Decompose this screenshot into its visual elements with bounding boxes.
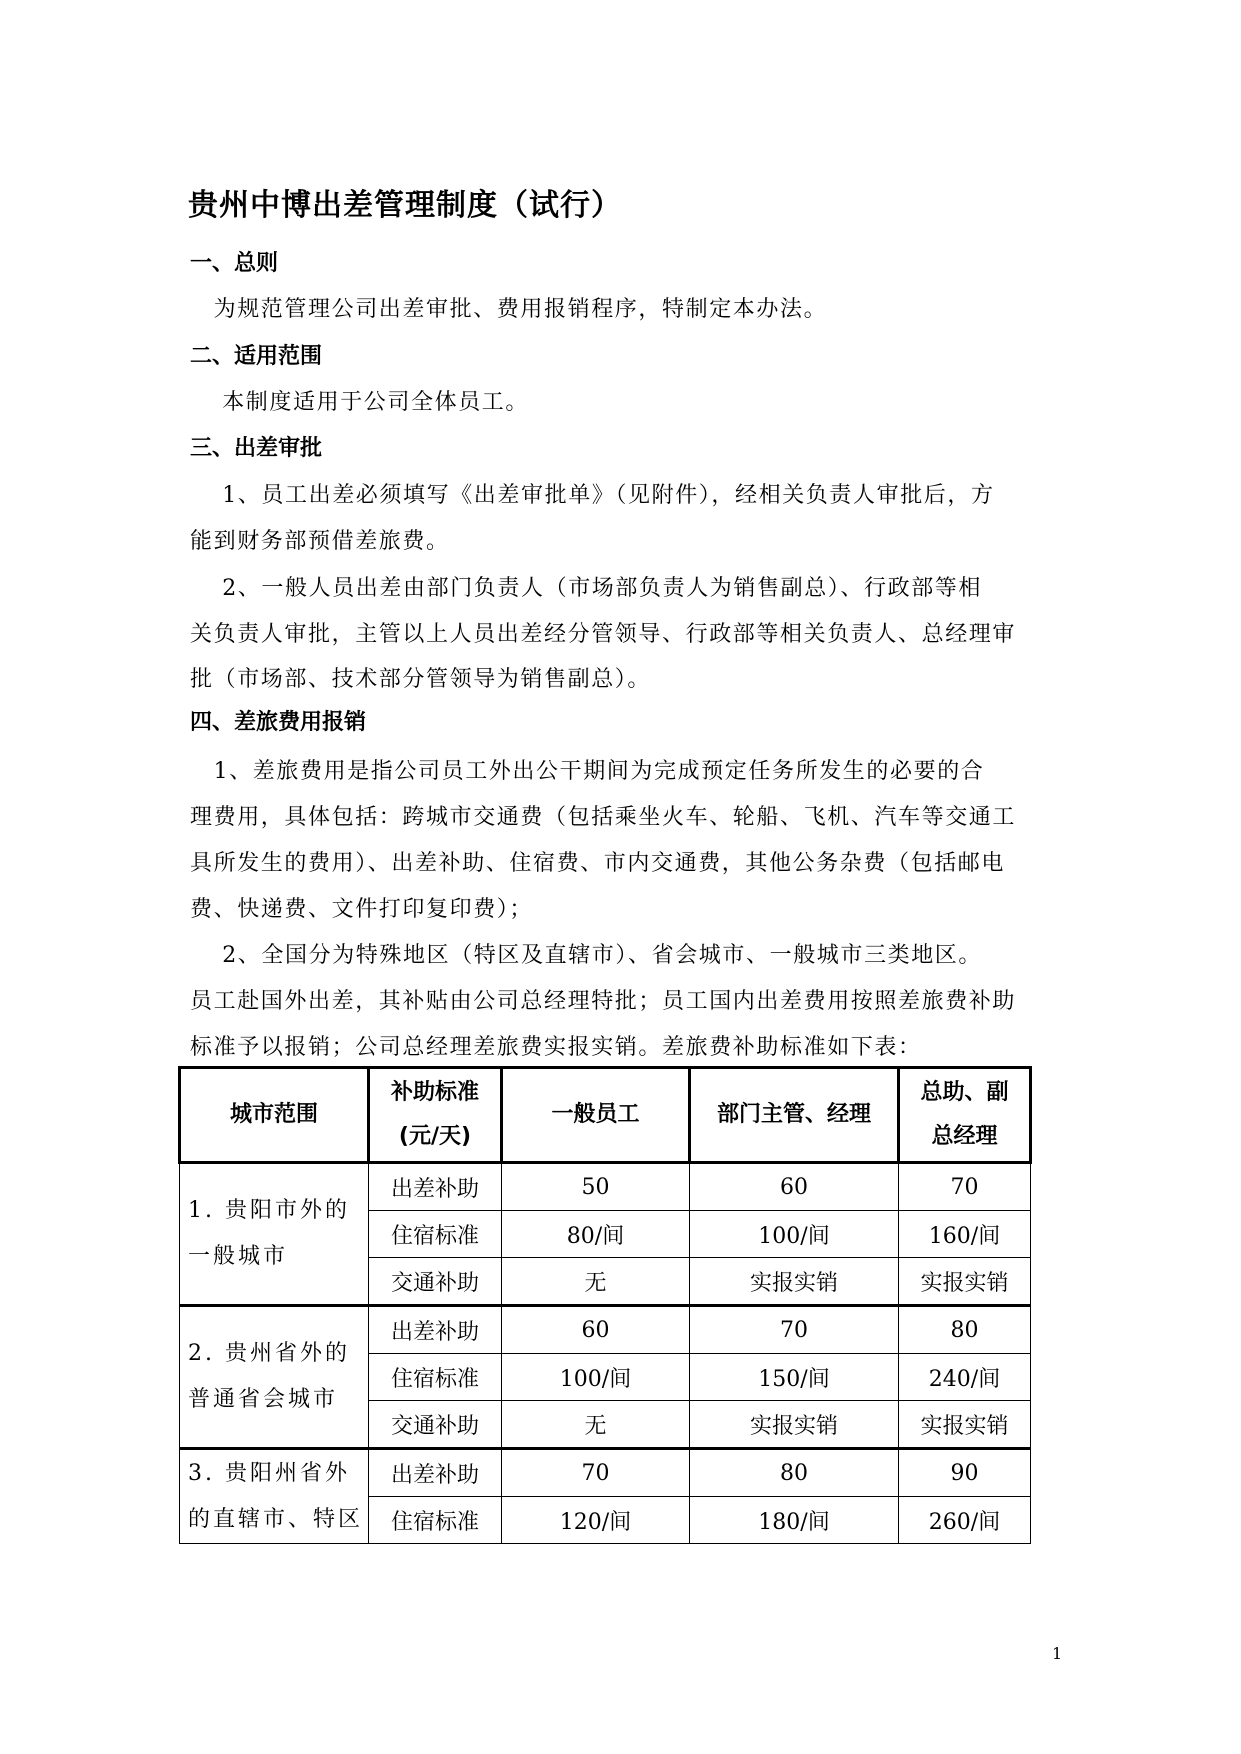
header-city-range: 城市范围 [180, 1068, 369, 1163]
allowance-value-cell: 240/间 [899, 1354, 1031, 1401]
allowance-value-cell: 70 [502, 1449, 690, 1497]
paragraph-line: 费、快递费、文件打印复印费）； [190, 897, 534, 922]
paragraph-line: 批（市场部、技术部分管领导为销售副总）。 [190, 667, 652, 692]
allowance-value-cell: 实报实销 [899, 1258, 1031, 1306]
paragraph-line: 2、一般人员出差由部门负责人（市场部负责人为销售副总）、行政部等相 [190, 576, 982, 601]
allowance-value-cell: 80 [899, 1306, 1031, 1354]
paragraph-line: 能到财务部预借差旅费。 [190, 529, 450, 554]
header-standard [369, 1068, 502, 1163]
header-line: 补助标准 [390, 1080, 479, 1105]
allowance-type-cell: 出差补助 [369, 1449, 502, 1497]
section-heading: 四、差旅费用报销 [190, 710, 367, 735]
city-range-cell [180, 1449, 369, 1544]
city-range-line: 2. 贵州省外的 [188, 1341, 350, 1366]
header-gm [899, 1068, 1031, 1163]
allowance-value-cell: 80 [690, 1449, 899, 1497]
allowance-value-cell: 160/间 [899, 1211, 1031, 1258]
header-general-staff: 一般员工 [502, 1068, 690, 1163]
allowance-value-cell: 实报实销 [690, 1401, 899, 1449]
allowance-type-cell: 交通补助 [369, 1401, 502, 1449]
allowance-value-cell: 80/间 [502, 1211, 690, 1258]
allowance-value-cell: 无 [502, 1258, 690, 1306]
section-heading: 一、总则 [190, 251, 279, 276]
header-line: 总经理 [931, 1124, 998, 1149]
allowance-value-cell: 260/间 [899, 1497, 1031, 1544]
allowance-value-cell: 100/间 [502, 1354, 690, 1401]
allowance-value-cell: 100/间 [690, 1211, 899, 1258]
paragraph-line: 1、差旅费用是指公司员工外出公干期间为完成预定任务所发生的必要的合 [190, 759, 985, 784]
table-row [180, 1163, 1031, 1211]
paragraph-line: 员工赴国外出差，其补贴由公司总经理特批；员工国内出差费用按照差旅费补助 [190, 989, 1017, 1014]
allowance-value-cell: 120/间 [502, 1497, 690, 1544]
allowance-value-cell: 70 [899, 1163, 1031, 1211]
allowance-value-cell: 50 [502, 1163, 690, 1211]
paragraph-line: 标准予以报销；公司总经理差旅费实报实销。差旅费补助标准如下表： [190, 1035, 922, 1060]
paragraph-line: 关负责人审批，主管以上人员出差经分管领导、行政部等相关负责人、总经理审 [190, 622, 1017, 647]
allowance-value-cell: 180/间 [690, 1497, 899, 1544]
paragraph-line: 理费用，具体包括：跨城市交通费（包括乘坐火车、轮船、飞机、汽车等交通工 [190, 805, 1017, 830]
paragraph-line: 2、全国分为特殊地区（特区及直辖市）、省会城市、一般城市三类地区。 [190, 943, 982, 968]
section-heading: 三、出差审批 [190, 436, 323, 461]
city-range-cell [180, 1163, 369, 1306]
city-range-cell [180, 1306, 369, 1449]
allowance-value-cell: 90 [899, 1449, 1031, 1497]
city-range-line: 一般城市 [188, 1244, 289, 1269]
allowance-value-cell: 60 [690, 1163, 899, 1211]
allowance-value-cell: 实报实销 [899, 1401, 1031, 1449]
allowance-type-cell: 住宿标准 [369, 1354, 502, 1401]
header-line: 总助、副 [920, 1080, 1009, 1105]
allowance-value-cell: 60 [502, 1306, 690, 1354]
section-heading: 二、适用范围 [190, 344, 323, 369]
paragraph-line: 具所发生的费用）、出差补助、住宿费、市内交通费，其他公务杂费（包括邮电 [190, 851, 1006, 876]
table-row [180, 1449, 1031, 1497]
city-range-line: 普通省会城市 [188, 1387, 339, 1412]
allowance-type-cell: 出差补助 [369, 1306, 502, 1354]
paragraph-line: 1、员工出差必须填写《出差审批单》（见附件），经相关负责人审批后，方 [190, 483, 995, 508]
allowance-type-cell: 交通补助 [369, 1258, 502, 1306]
paragraph-line: 本制度适用于公司全体员工。 [190, 390, 529, 415]
allowance-value-cell: 无 [502, 1401, 690, 1449]
table-row [180, 1306, 1031, 1354]
allowance-type-cell: 出差补助 [369, 1163, 502, 1211]
allowance-value-cell: 实报实销 [690, 1258, 899, 1306]
header-line: (元/天) [398, 1124, 472, 1149]
paragraph-line: 为规范管理公司出差审批、费用报销程序，特制定本办法。 [190, 297, 828, 322]
allowance-value-cell: 150/间 [690, 1354, 899, 1401]
page-title: 贵州中博出差管理制度（试行） [188, 188, 622, 223]
table-header-row [180, 1068, 1031, 1163]
allowance-type-cell: 住宿标准 [369, 1497, 502, 1544]
allowance-table [178, 1066, 1032, 1544]
header-managers: 部门主管、经理 [690, 1068, 899, 1163]
city-range-line: 3. 贵阳州省外 [188, 1460, 350, 1486]
allowance-type-cell: 住宿标准 [369, 1211, 502, 1258]
city-range-line: 的直辖市、特区 [188, 1506, 364, 1532]
allowance-value-cell: 70 [690, 1306, 899, 1354]
city-range-line: 1. 贵阳市外的 [188, 1198, 350, 1223]
page-number: 1 [1052, 1644, 1063, 1663]
